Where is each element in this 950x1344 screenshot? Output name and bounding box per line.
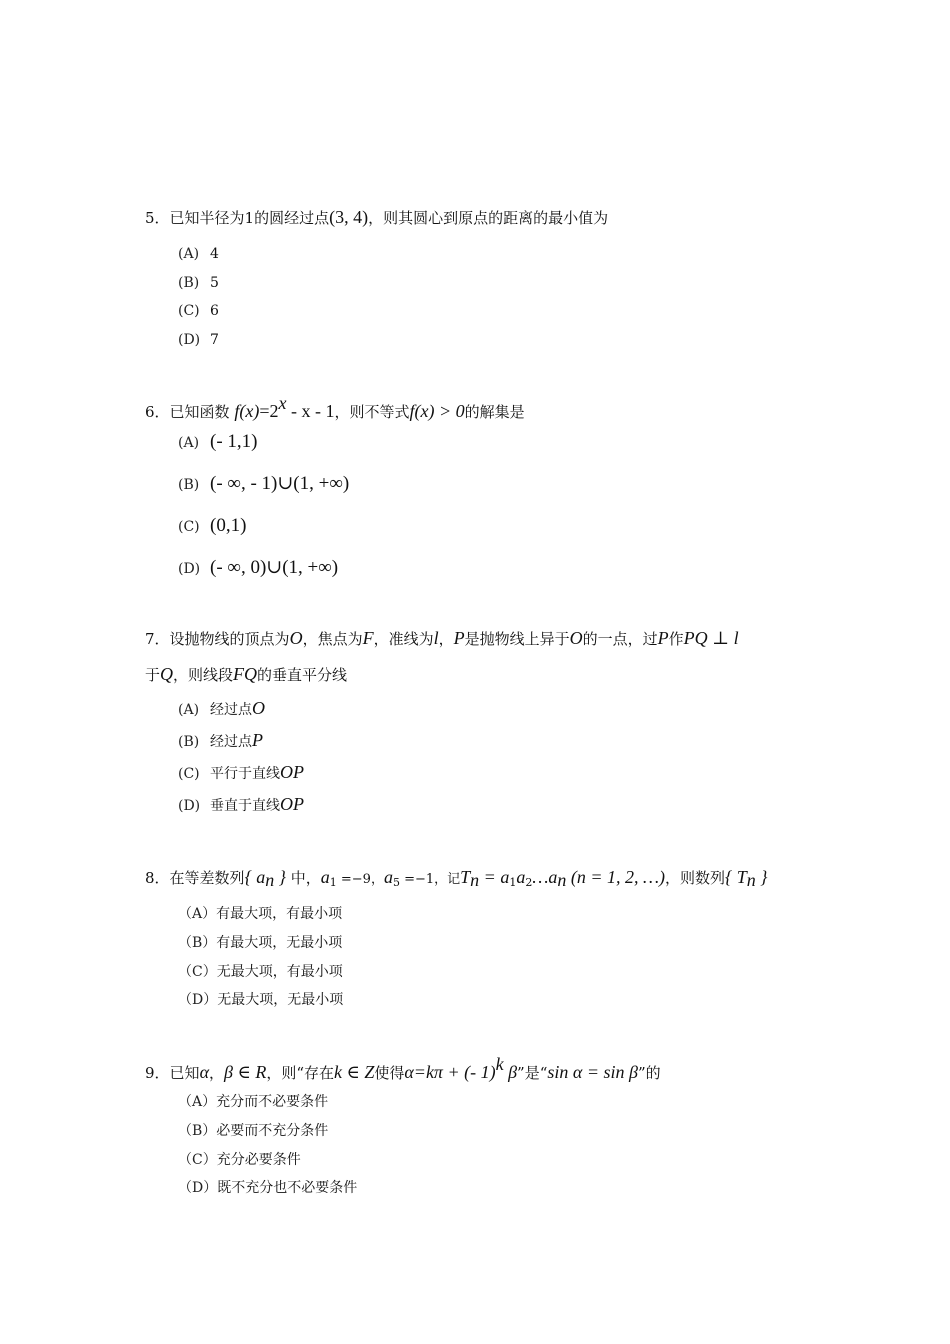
- math-rest: - x - 1: [286, 401, 335, 421]
- math-exponent: x: [278, 393, 287, 413]
- question-text: 在等差数列: [169, 869, 245, 887]
- math-var: Q: [160, 664, 174, 684]
- option-text: 既不充分也不必要条件: [217, 1180, 358, 1196]
- question-text: ，准线为: [373, 630, 434, 648]
- math-point: (3, 4): [329, 207, 369, 227]
- question-text: 已知: [169, 1064, 200, 1082]
- option-math: P: [252, 730, 263, 750]
- math-expression: β ∈ R: [224, 1062, 267, 1082]
- math-expression: (n = 1, 2, …): [566, 867, 665, 887]
- question-8-stem: [145, 866, 767, 894]
- math-expression: α=kπ + (- 1): [404, 1062, 496, 1082]
- question-text: 中，: [285, 869, 321, 887]
- option-label: (B): [178, 275, 200, 291]
- math-subscript: 1: [509, 876, 517, 889]
- option-text: 平行于直线: [210, 766, 280, 782]
- question-text: 的垂直平分线: [257, 666, 348, 684]
- option-c[interactable]: [178, 1150, 301, 1170]
- question-text: ”是“: [517, 1064, 548, 1082]
- math-var: α: [199, 1062, 210, 1082]
- option-b[interactable]: [178, 474, 349, 495]
- math-expression: a: [516, 867, 526, 887]
- question-9-stem: [145, 1053, 661, 1084]
- math-subscript: n: [557, 870, 567, 890]
- question-text: 使得: [374, 1064, 405, 1082]
- option-text: 无最大项，无最小项: [217, 992, 344, 1008]
- option-b[interactable]: [178, 1121, 328, 1141]
- option-label: (A): [178, 246, 200, 262]
- option-label: (B): [178, 734, 200, 750]
- option-label: (A): [178, 435, 200, 451]
- question-number: 6．: [145, 403, 170, 421]
- question-text: 设抛物线的顶点为: [169, 630, 290, 648]
- math-subscript: 1: [329, 876, 337, 889]
- option-label: (B): [178, 477, 200, 493]
- math-var: l: [433, 628, 439, 648]
- question-text: 已知函数: [169, 403, 230, 421]
- option-text: 无最大项，有最小项: [216, 964, 343, 980]
- option-d[interactable]: [178, 1178, 357, 1198]
- math-exponent: k: [495, 1054, 504, 1074]
- math-var: O: [289, 628, 303, 648]
- option-text: 经过点: [210, 734, 252, 750]
- math-sequence: }: [274, 867, 286, 887]
- option-label: （A）: [178, 1094, 217, 1110]
- option-label: （B）: [178, 935, 217, 951]
- math-equals: =2: [259, 401, 279, 421]
- option-text: 5: [210, 275, 219, 291]
- math-subscript: n: [265, 870, 275, 890]
- option-text: 有最大项，有最小项: [216, 906, 343, 922]
- option-label: (A): [178, 702, 200, 718]
- math-sequence: { T: [725, 867, 747, 887]
- math-value: =−9，: [336, 872, 384, 887]
- option-text: 必要而不充分条件: [216, 1123, 329, 1139]
- option-text: 经过点: [210, 702, 252, 718]
- option-math: (0,1): [210, 515, 247, 536]
- math-var: a: [320, 867, 330, 887]
- option-c[interactable]: [178, 962, 343, 982]
- option-label: （B）: [178, 1123, 217, 1139]
- option-label: （D）: [178, 1180, 218, 1196]
- question-text: 的一点，过: [582, 630, 658, 648]
- option-b[interactable]: [178, 933, 342, 953]
- question-number: 9．: [145, 1064, 170, 1082]
- question-6-stem: [145, 392, 525, 423]
- math-expression: = a: [479, 867, 510, 887]
- question-7-stem-line2: [145, 663, 347, 686]
- math-var: F: [362, 628, 374, 648]
- option-math: (- 1,1): [210, 431, 258, 452]
- option-math: (- ∞, - 1)∪(1, +∞): [210, 473, 350, 494]
- question-text: ，则线段: [173, 666, 234, 684]
- math-function: f(x): [234, 401, 260, 421]
- question-text: 的解集是: [464, 403, 525, 421]
- option-a[interactable]: [178, 1092, 328, 1112]
- option-d[interactable]: [178, 794, 304, 816]
- math-var: T: [460, 867, 471, 887]
- option-text: 垂直于直线: [210, 798, 280, 814]
- option-text: 6: [210, 303, 219, 319]
- option-label: (C): [178, 303, 200, 319]
- option-a[interactable]: [178, 698, 265, 720]
- question-text: ，则“存在: [266, 1064, 334, 1082]
- option-d[interactable]: [178, 330, 219, 350]
- option-label: (D): [178, 561, 201, 577]
- math-expression: …a: [532, 867, 558, 887]
- option-text: 7: [210, 332, 219, 348]
- question-text: ，则不等式: [334, 403, 410, 421]
- option-text: 有最大项，无最小项: [216, 935, 343, 951]
- option-d[interactable]: [178, 990, 343, 1010]
- option-label: （C）: [178, 964, 217, 980]
- option-a[interactable]: [178, 432, 257, 453]
- option-math: OP: [280, 762, 304, 782]
- option-c[interactable]: [178, 762, 304, 784]
- math-sequence: }: [755, 867, 768, 887]
- question-5-stem: [145, 206, 608, 229]
- question-text: 作: [668, 630, 684, 648]
- option-c[interactable]: [178, 301, 219, 321]
- option-label: （C）: [178, 1152, 217, 1168]
- option-a[interactable]: [178, 904, 342, 924]
- question-text: 是抛物线上异于: [464, 630, 570, 648]
- option-label: (C): [178, 519, 200, 535]
- option-math: O: [252, 698, 265, 718]
- question-text: ，则其圆心到原点的距离的最小值为: [368, 209, 609, 227]
- math-subscript: n: [746, 870, 756, 890]
- question-number: 8．: [145, 869, 170, 887]
- question-text: ”的: [637, 1064, 661, 1082]
- option-label: （A）: [178, 906, 217, 922]
- question-number: 5．: [145, 209, 170, 227]
- math-var: P: [453, 628, 465, 648]
- option-math: (- ∞, 0)∪(1, +∞): [210, 557, 339, 578]
- option-label: (C): [178, 766, 200, 782]
- math-var: O: [569, 628, 583, 648]
- math-subscript: 2: [525, 876, 533, 889]
- option-text: 充分必要条件: [216, 1152, 301, 1168]
- question-text: ，: [438, 630, 454, 648]
- math-var: a: [383, 867, 393, 887]
- math-expression: PQ ⊥ l: [683, 628, 739, 648]
- option-d[interactable]: [178, 558, 338, 579]
- option-math: OP: [280, 794, 304, 814]
- question-text: ，则数列: [664, 869, 725, 887]
- question-text: 已知半径为1的圆经过点: [169, 209, 330, 227]
- question-number: 7．: [145, 630, 170, 648]
- option-b[interactable]: [178, 730, 263, 752]
- math-expression: k ∈ Z: [334, 1062, 375, 1082]
- option-text: 充分而不必要条件: [216, 1094, 329, 1110]
- math-var: FQ: [233, 664, 258, 684]
- option-a[interactable]: [178, 244, 219, 264]
- option-label: (D): [178, 332, 201, 348]
- option-b[interactable]: [178, 273, 219, 293]
- math-inequality: f(x) > 0: [409, 401, 465, 421]
- option-label: (D): [178, 798, 201, 814]
- math-var: P: [657, 628, 669, 648]
- math-value: =−1，记: [399, 872, 461, 887]
- question-text: ，: [209, 1064, 225, 1082]
- option-text: 4: [210, 246, 219, 262]
- math-sequence: { a: [244, 867, 266, 887]
- math-expression: β: [503, 1062, 518, 1082]
- option-c[interactable]: [178, 516, 246, 537]
- question-text: ，焦点为: [302, 630, 363, 648]
- math-subscript: n: [470, 870, 480, 890]
- option-label: （D）: [178, 992, 218, 1008]
- math-subscript: 5: [392, 876, 400, 889]
- question-7-stem-line1: [145, 627, 739, 650]
- math-expression: sin α = sin β: [547, 1062, 638, 1082]
- question-text: 于: [145, 666, 161, 684]
